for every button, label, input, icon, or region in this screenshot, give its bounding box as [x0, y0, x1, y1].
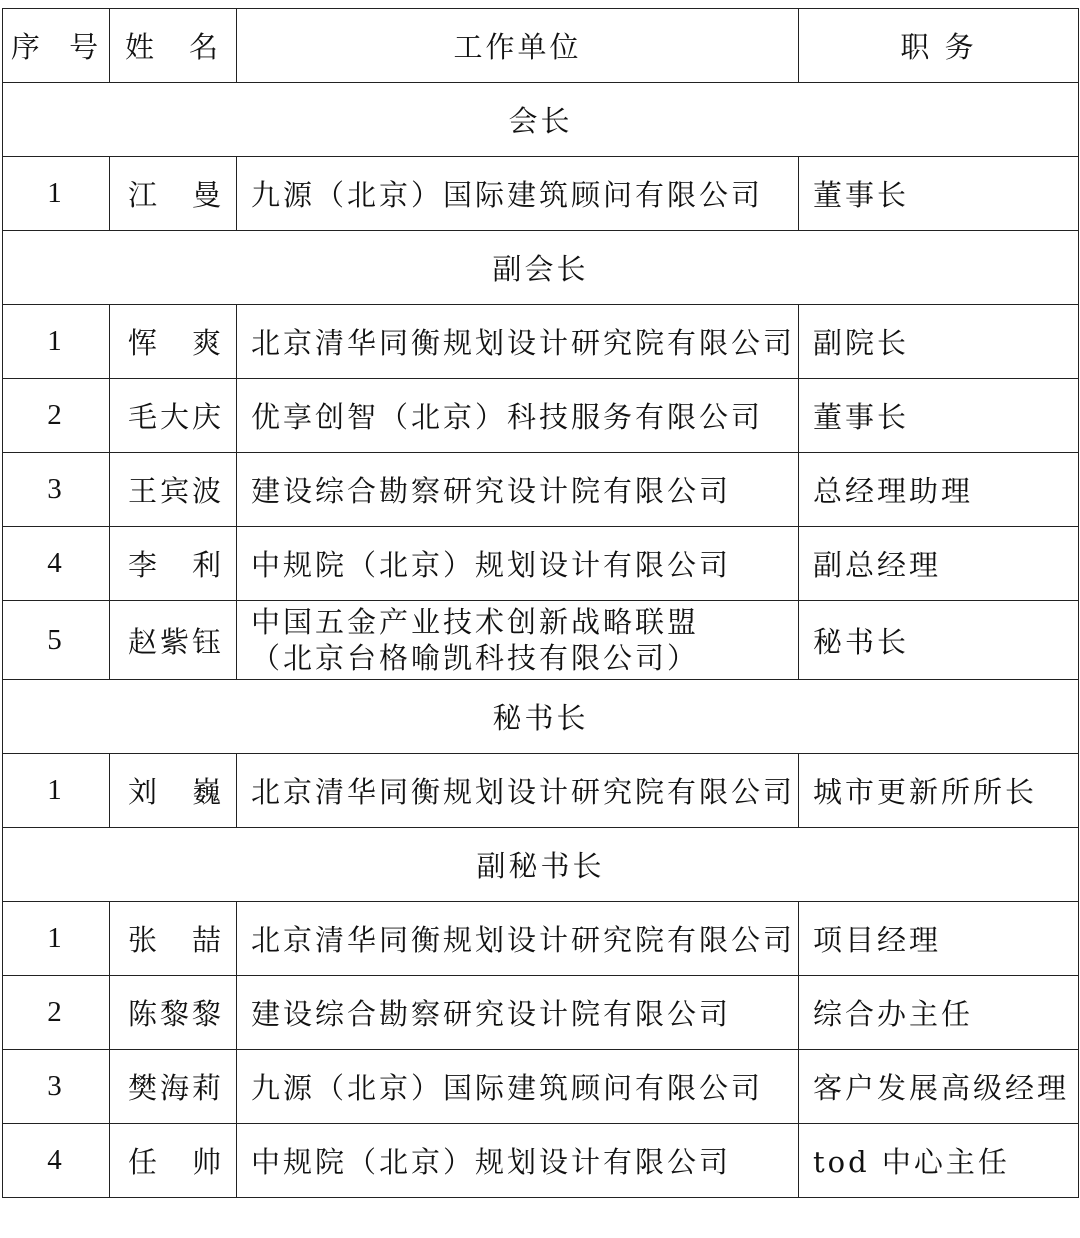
member-no: 3 — [3, 453, 110, 527]
member-row — [3, 379, 1079, 453]
member-org: 中规院（北京）规划设计有限公司 — [237, 527, 799, 601]
header-name: 姓 名 — [110, 9, 237, 83]
member-title: 总经理助理 — [799, 453, 1079, 527]
member-title: 副总经理 — [799, 527, 1079, 601]
member-title: 项目经理 — [799, 902, 1079, 976]
member-title: 副院长 — [799, 305, 1079, 379]
section-label: 副会长 — [3, 231, 1079, 305]
member-name-part: 李 — [128, 548, 161, 582]
member-name — [110, 305, 237, 379]
member-name-part: 赵紫钰 — [128, 624, 225, 659]
member-title: 城市更新所所长 — [799, 754, 1079, 828]
section-label: 会长 — [3, 83, 1079, 157]
member-name-part: 樊海莉 — [128, 1071, 225, 1105]
member-row — [3, 157, 1079, 231]
member-org: 九源（北京）国际建筑顾问有限公司 — [237, 1050, 799, 1124]
member-no: 1 — [3, 902, 110, 976]
section-label: 秘书长 — [3, 680, 1079, 754]
member-roster-table — [2, 8, 1079, 1198]
member-row — [3, 1124, 1079, 1198]
member-org: 北京清华同衡规划设计研究院有限公司 — [237, 902, 799, 976]
roster-body — [3, 9, 1079, 1198]
member-no: 1 — [3, 305, 110, 379]
member-name-part: 任 — [128, 1145, 161, 1179]
member-no: 3 — [3, 1050, 110, 1124]
member-org: 九源（北京）国际建筑顾问有限公司 — [237, 157, 799, 231]
member-name-part: 帅 — [192, 1145, 225, 1179]
member-row — [3, 1050, 1079, 1124]
member-title: 董事长 — [799, 157, 1079, 231]
member-title: 董事长 — [799, 379, 1079, 453]
member-name-part: 曼 — [192, 178, 225, 212]
member-row — [3, 976, 1079, 1050]
member-row — [3, 527, 1079, 601]
header-no: 序 号 — [3, 9, 110, 83]
section-label: 副秘书长 — [3, 828, 1079, 902]
member-name-part: 毛大庆 — [128, 400, 225, 434]
header-org: 工作单位 — [237, 9, 799, 83]
member-name — [110, 976, 237, 1050]
member-name-part: 江 — [128, 178, 161, 212]
member-name — [110, 902, 237, 976]
member-row — [3, 305, 1079, 379]
member-no: 4 — [3, 1124, 110, 1198]
header-title: 职 务 — [799, 9, 1079, 83]
member-name — [110, 754, 237, 828]
member-no: 2 — [3, 976, 110, 1050]
member-name-part: 陈黎黎 — [128, 997, 225, 1031]
member-name — [110, 453, 237, 527]
member-org: 北京清华同衡规划设计研究院有限公司 — [237, 754, 799, 828]
member-org: 中规院（北京）规划设计有限公司 — [237, 1124, 799, 1198]
member-org: 北京清华同衡规划设计研究院有限公司 — [237, 305, 799, 379]
section-row — [3, 828, 1079, 902]
section-row — [3, 83, 1079, 157]
member-org: 建设综合勘察研究设计院有限公司 — [237, 453, 799, 527]
member-no: 1 — [3, 754, 110, 828]
header-row — [3, 9, 1079, 83]
member-name-part: 王宾波 — [128, 474, 225, 508]
member-row — [3, 754, 1079, 828]
member-name-part: 刘 — [128, 775, 161, 809]
member-name-part: 张 — [128, 923, 161, 957]
section-row — [3, 680, 1079, 754]
section-row — [3, 231, 1079, 305]
member-name-part: 喆 — [192, 923, 225, 957]
member-row — [3, 601, 1079, 680]
member-no: 1 — [3, 157, 110, 231]
member-no: 4 — [3, 527, 110, 601]
member-org — [237, 601, 799, 680]
member-no: 5 — [3, 601, 110, 680]
member-title: tod 中心主任 — [799, 1124, 1079, 1198]
member-name — [110, 1050, 237, 1124]
member-name-part: 恽 — [128, 326, 161, 360]
member-title: 秘书长 — [799, 601, 1079, 680]
member-row — [3, 902, 1079, 976]
member-name-part: 利 — [192, 548, 225, 582]
member-name — [110, 601, 237, 680]
member-name — [110, 379, 237, 453]
member-name-part: 巍 — [192, 775, 225, 809]
member-org: 建设综合勘察研究设计院有限公司 — [237, 976, 799, 1050]
member-title: 综合办主任 — [799, 976, 1079, 1050]
member-org: 优享创智（北京）科技服务有限公司 — [237, 379, 799, 453]
member-name — [110, 1124, 237, 1198]
member-org-line: （北京台格喻凯科技有限公司） — [251, 641, 700, 675]
member-org-line: 中国五金产业技术创新战略联盟 — [251, 605, 700, 639]
member-row — [3, 453, 1079, 527]
member-name — [110, 157, 237, 231]
member-name-part: 爽 — [192, 326, 225, 360]
member-title: 客户发展高级经理 — [799, 1050, 1079, 1124]
member-name — [110, 527, 237, 601]
member-no: 2 — [3, 379, 110, 453]
